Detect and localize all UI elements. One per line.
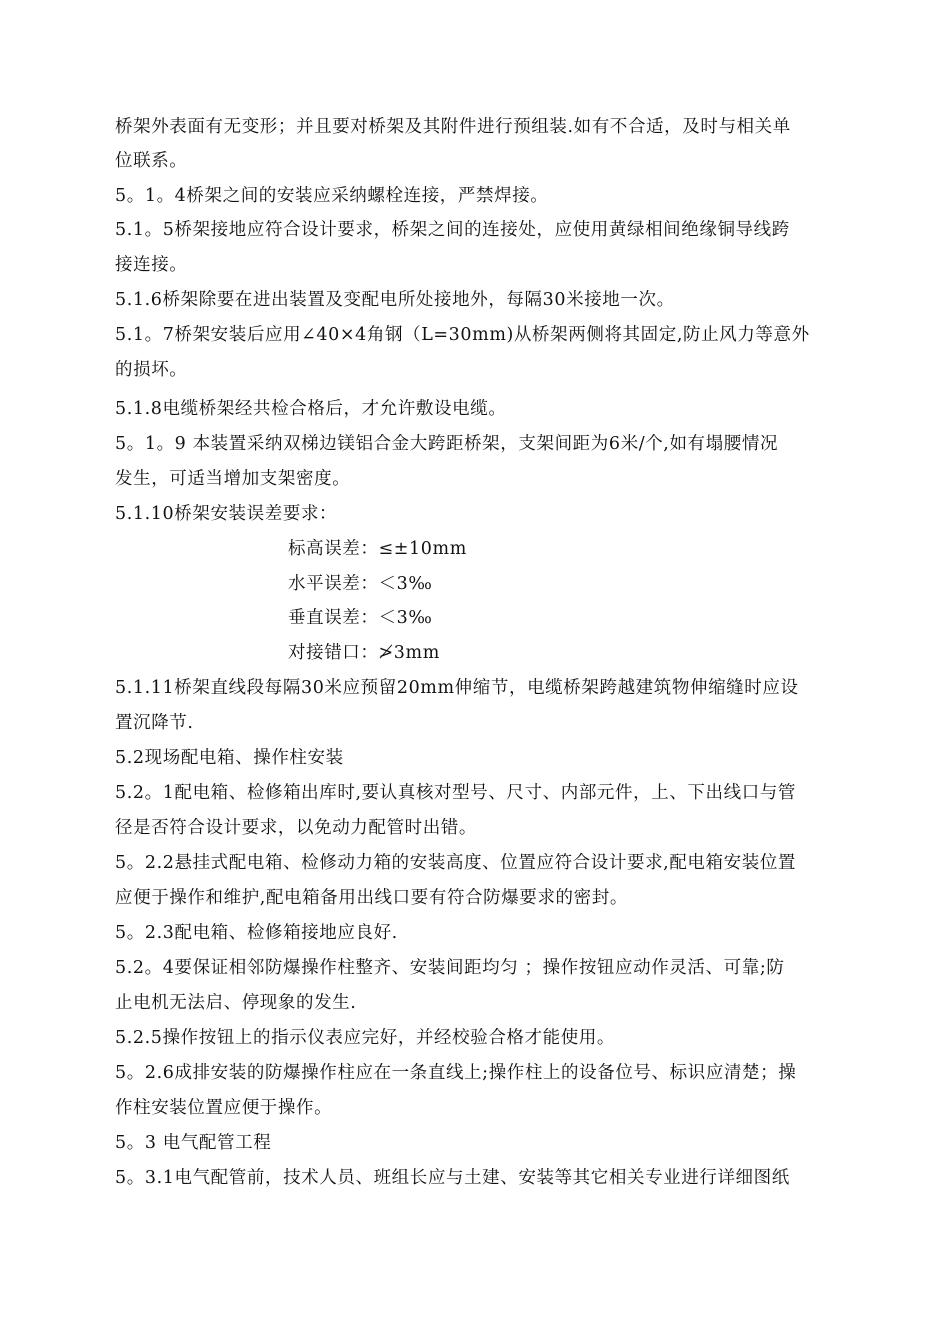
text-line: 的损坏。: [115, 360, 188, 380]
text-line: 5.1。7桥架安装后应用∠40×4角钢（L=30mm)从桥架两侧将其固定,防止风力等意外: [115, 325, 810, 345]
tolerance-line: 垂直误差：＜3‰: [288, 608, 433, 628]
text-line: 5.1.6桥架除要在进出装置及变配电所处接地外，每隔30米接地一次。: [115, 290, 675, 310]
text-line: 发生，可适当增加支架密度。: [115, 469, 351, 489]
text-line: 5。1。9 本装置采纳双梯边镁铝合金大跨距桥架，支架间距为6米/个,如有塌腰情况: [115, 434, 779, 454]
text-line: 5.1.10桥架安装误差要求：: [115, 504, 338, 524]
text-line: 桥架外表面有无变形；并且要对桥架及其附件进行预组装.如有不合适，及时与相关单: [115, 117, 791, 137]
text-line: 5。2.3配电箱、检修箱接地应良好.: [115, 923, 398, 943]
text-line: 5。2.6成排安装的防爆操作柱应在一条直线上;操作柱上的设备位号、标识应清楚；操: [115, 1063, 797, 1083]
text-line: 5.2。4要保证相邻防爆操作柱整齐、安装间距均匀 ；操作按钮应动作灵活、可靠;防: [115, 958, 785, 978]
text-line: 位联系。: [115, 151, 188, 171]
text-line: 接连接。: [115, 255, 188, 275]
text-line: 5。3.1电气配管前，技术人员、班组长应与土建、安装等其它相关专业进行详细图纸: [115, 1168, 790, 1188]
text-line: 5。2.2悬挂式配电箱、检修动力箱的安装高度、位置应符合设计要求,配电箱安装位置: [115, 853, 797, 873]
text-line: 止电机无法启、停现象的发生.: [115, 993, 357, 1013]
text-line: 径是否符合设计要求，以免动力配管时出错。: [115, 818, 477, 838]
text-line: 作柱安装位置应便于操作。: [115, 1098, 333, 1118]
section-heading: 5。3 电气配管工程: [115, 1133, 272, 1153]
tolerance-line: 标高误差：≤±10mm: [288, 539, 467, 559]
tolerance-line: 水平误差：＜3‰: [288, 574, 433, 594]
tolerance-line: 对接错口：≯3mm: [288, 643, 440, 663]
text-line: 5.2。1配电箱、检修箱出库时,要认真核对型号、尺寸、内部元件，上、下出线口与管: [115, 783, 797, 803]
text-line: 5.1.8电缆桥架经共检合格后，才允许敷设电缆。: [115, 399, 507, 419]
text-line: 5.1.11桥架直线段每隔30米应预留20mm伸缩节，电缆桥架跨越建筑物伸缩缝时应设: [115, 678, 799, 698]
text-line: 应便于操作和维护,配电箱备用出线口要有符合防爆要求的密封。: [115, 888, 628, 908]
text-line: 5.2.5操作按钮上的指示仪表应完好，并经校验合格才能使用。: [115, 1028, 616, 1048]
text-line: 5.1。5桥架接地应符合设计要求，桥架之间的连接处，应使用黄绿相间绝缘铜导线跨: [115, 220, 790, 240]
text-line: 置沉降节.: [115, 713, 194, 733]
text-line: 5。1。4桥架之间的安装应采纳螺栓连接，严禁焊接。: [115, 186, 549, 206]
section-heading: 5.2现场配电箱、操作柱安装: [115, 748, 344, 768]
